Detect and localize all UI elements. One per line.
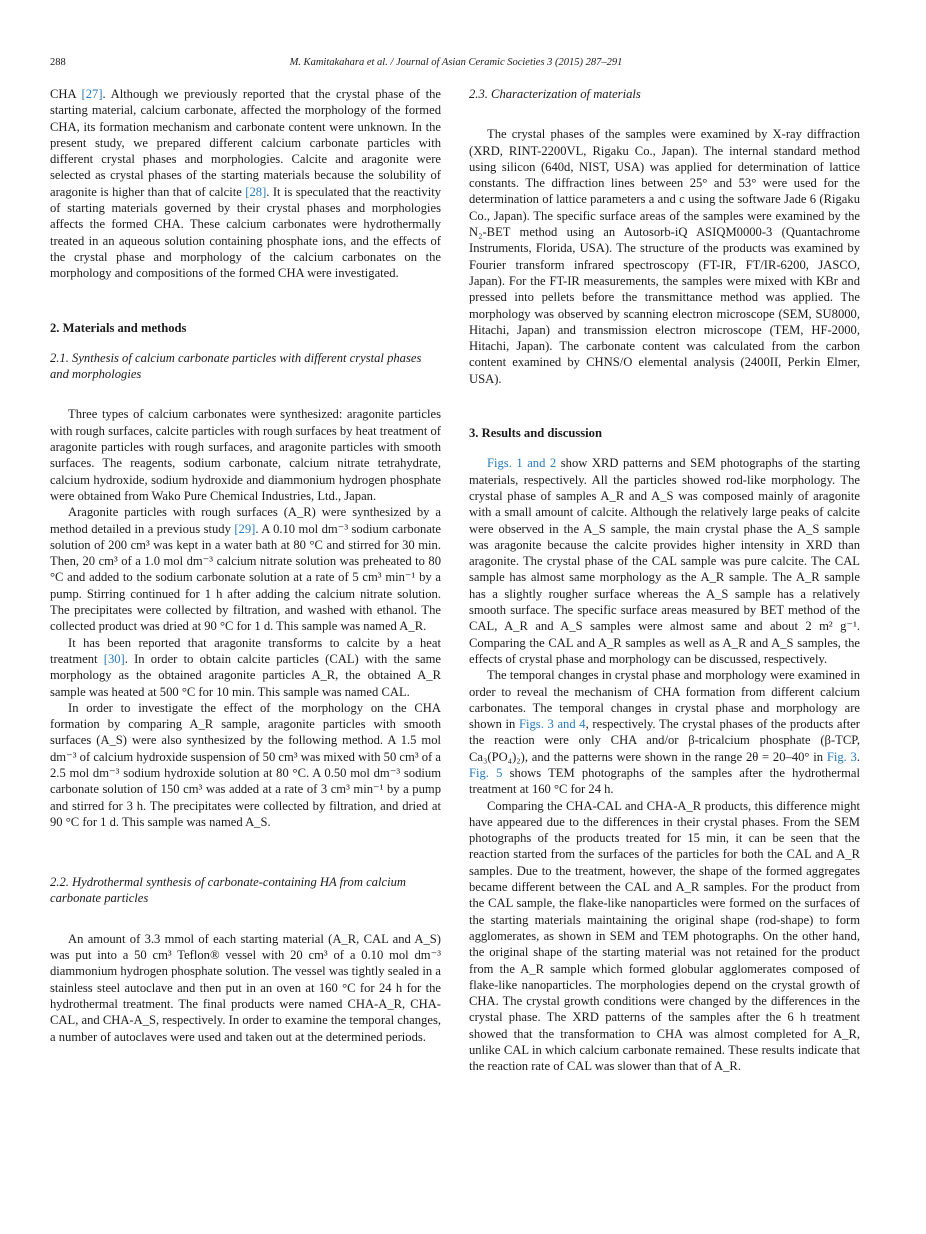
section-heading: 2. Materials and methods	[50, 320, 187, 335]
page-number: 288	[50, 57, 66, 68]
page-header	[50, 56, 862, 70]
body-paragraph: The temporal changes in crystal phase and morphology were examined in order to reveal the mechanism of CHA formation from different calcium carbonates. The temporal changes in crystal phase and morphology are shown in Figs. 3 and 4, respectively. The crystal phases of the products after the reaction were only CHA and/or β-tricalcium phosphate (β-TCP, Ca₃(PO₄)₂), and the patterns were shown in the range 2θ = 20–40° in Fig. 3. Fig. 5 shows TEM photographs of the samples after the hydrothermal treatment at 160 °C for 24 h.	[469, 668, 860, 797]
body-paragraph: Three types of calcium carbonates were synthesized: aragonite particles with rough surfaces, calcite particles with rough surfaces by heat treatment of aragonite particles with rough surfaces, and aragonite particles with smooth surfaces. The reagents, sodium carbonate, calcium nitrate tetrahydrate, calcium hydroxide, sodium hydroxide and diammonium hydrogen phosphate were obtained from Wako Pure Chemical Industries, Ltd., Japan.	[50, 407, 441, 503]
figure-link[interactable]: Figs. 1 and 2	[487, 456, 557, 471]
citation-link[interactable]: [29]	[234, 521, 256, 536]
left-column	[50, 86, 441, 1045]
right-column	[469, 86, 860, 1075]
citation-link[interactable]: [28]	[245, 184, 267, 199]
body-paragraph: Figs. 1 and 2 show XRD patterns and SEM photographs of the starting materials, respectively. All the particles showed rod-like morphology. The crystal phase of samples A_R and A_S was composed mainly of aragonite with a small amount of calcite. Although the relatively large peaks of calcite were observed in the A_S sample, the main crystal phase the A_S sample was aragonite because the calcite provides higher intensity in XRD than aragonite. The crystal phase of the CAL sample was pure calcite. The CAL sample has almost same morphology as the A_R sample. The A_R sample has a slightly rougher surface whereas the A_S sample has a relatively smooth surface. The specific surface areas measured by BET method of the CAL, A_R and A_S samples were almost same and about 2 m² g⁻¹. Comparing the CAL and A_R samples as well as A_R and A_S samples, the effects of crystal phase and morphology can be discussed, respectively.	[469, 456, 861, 666]
figure-link[interactable]: Fig. 3	[826, 749, 857, 764]
citation-link[interactable]: [30]	[103, 651, 125, 666]
subsection-heading: 2.2. Hydrothermal synthesis of carbonate-containing HA from calcium carbonate particles	[50, 875, 406, 906]
subsection-heading: 2.1. Synthesis of calcium carbonate particles with different crystal phases and morphologies	[50, 350, 422, 382]
body-paragraph: An amount of 3.3 mmol of each starting material (A_R, CAL and A_S) was put into a 50 cm³ Teflon® vessel with 20 cm³ of a 0.10 mol dm⁻³ diammonium hydrogen phosphate solution. The vessel was tightly sealed in a stainless steel autoclave and then put in an oven at 160 °C for 24 h for the hydrothermal treatment. The final products were named CHA-A_R, CHA-CAL, and CHA-A_S, respectively. In order to examine the temporal changes, a number of autoclaves were used and taken out at the determined periods.	[50, 931, 441, 1044]
body-paragraph: The crystal phases of the samples were examined by X-ray diffraction (XRD, RINT-2200VL, Rigaku Co., Japan). The internal standard method using silicon (640d, NIST, USA) was applied for determination of lattice constants. The diffraction lines between 25° and 53° were used for the determination of lattice parameters a and c using the software Jade 6 (Rigaku Co., Japan). The specific surface areas of the samples were examined by the N₂-BET method using an Autosorb-iQ ASIQM0000-3 (Quantachrome Instruments, Florida, USA). The structure of the products was examined by Fourier transform infrared spectroscopy (FT-IR, FT/IR-6200, JASCO, Japan). For the FT-IR measurements, the samples were mixed with KBr and pressed into pellets before the transmittance method was applied. The morphology was observed by scanning electron microscope (SEM, SU8000, Hitachi, Japan) and transmission electron microscope (TEM, HF-2000, Hitachi, Japan). The carbonate content was calculated from the carbon content examined by CHNS/O elemental analysis (2400II, Perkin Elmer, USA).	[469, 127, 860, 386]
body-paragraph: In order to investigate the effect of the morphology on the CHA formation by comparing A_R sample, aragonite particles with smooth surfaces (A_S) were also synthesized by the following method. A 1.5 mol dm⁻³ of calcium hydroxide suspension of 50 cm³ was mixed with 50 cm³ of a 2.5 mol dm⁻³ sodium hydroxide solution at 80 °C. A 0.50 mol dm⁻³ sodium carbonate solution of 150 cm³ was added at a rate of 3 cm³ min⁻¹ by a pump and stirred for 3 h. The precipitates were collected by filtration, and dried at 90 °C for 1 d. This sample was named A_S.	[50, 700, 441, 829]
figure-link[interactable]: Fig. 5	[469, 765, 503, 780]
intro-paragraph: CHA [27]. Although we previously reported that the crystal phase of the starting material, calcium carbonate, affected the morphology of the formed CHA, its formation mechanism and carbonate content were unknown. In the present study, we prepared different calcium carbonate particles with different crystal phases and morphologies. Calcite and aragonite were selected as crystal phases of the starting materials because the solubility of aragonite is higher than that of calcite [28]. It is speculated that the reactivity of starting materials governed by their crystal phases and morphologies affects the formed CHA. These calcium carbonates were hydrothermally treated in an aqueous solution containing phosphate ions, and the effects of the crystal phase and morphology of the calcium carbonates on the morphology and compositions of the formed CHA were investigated.	[50, 87, 442, 281]
citation-link[interactable]: [27]	[81, 87, 103, 101]
section-heading: 3. Results and discussion	[469, 426, 602, 441]
subsection-heading: 2.3. Characterization of materials	[469, 87, 641, 101]
figure-link[interactable]: Figs. 3 and 4	[519, 717, 586, 732]
body-paragraph: Aragonite particles with rough surfaces (A_R) were synthesized by a method detailed in a previous study [29]. A 0.10 mol dm⁻³ sodium carbonate solution of 200 cm³ was kept in a water bath at 80 °C and stirred for 30 min. Then, 20 cm³ of a 1.0 mol dm⁻³ calcium nitrate solution was preheated to 80 °C and added to the sodium carbonate solution at a rate of 5 cm³ min⁻¹ by a pump. Stirring continued for 1 h after adding the calcium nitrate solution. The precipitates were collected by filtration, and washed with ethanol. The collected product was dried at 90 °C for 1 d. This sample was named A_R.	[50, 505, 442, 634]
body-paragraph: Comparing the CHA-CAL and CHA-A_R products, this difference might have appeared due to the differences in their crystal phases. From the SEM photographs of the products treated for 15 min, it can be seen that the reaction started from the surfaces of the particles for both the CAL and A_R samples. Due to the treatment, however, the shape of the formed aggregates became different between the CAL and A_R samples. For the product from the CAL sample, the flake-like nanoparticles were formed on the surfaces of the starting materials maintaining the original shape (rod-shape) to form agglomerates, as shown in SEM and TEM photographs. On the other hand, the original shape of the starting material was not retained for the product from the A_R sample which formed globular agglomerates composed of flake-like nanoparticles. The morphologies depend on the crystal growth of CHA. The crystal growth conditions were changed by the differences in the crystal phase. The XRD patterns of the samples after the 6 h treatment showed that the transformation to CHA was almost completed for A_R, unlike CAL in which calcium carbonate remained. These results indicate that the reaction rate of CAL was slower than that of A_R.	[469, 798, 860, 1074]
running-title: M. Kamitakahara et al. / Journal of Asian Ceramic Societies 3 (2015) 287–291	[289, 57, 623, 68]
body-paragraph: It has been reported that aragonite transforms to calcite by a heat treatment [30]. In order to obtain calcite particles (CAL) with the same morphology as the obtained aragonite particles A_R, the obtained A_R sample was heated at 500 °C for 10 min. This sample was named CAL.	[50, 635, 441, 699]
